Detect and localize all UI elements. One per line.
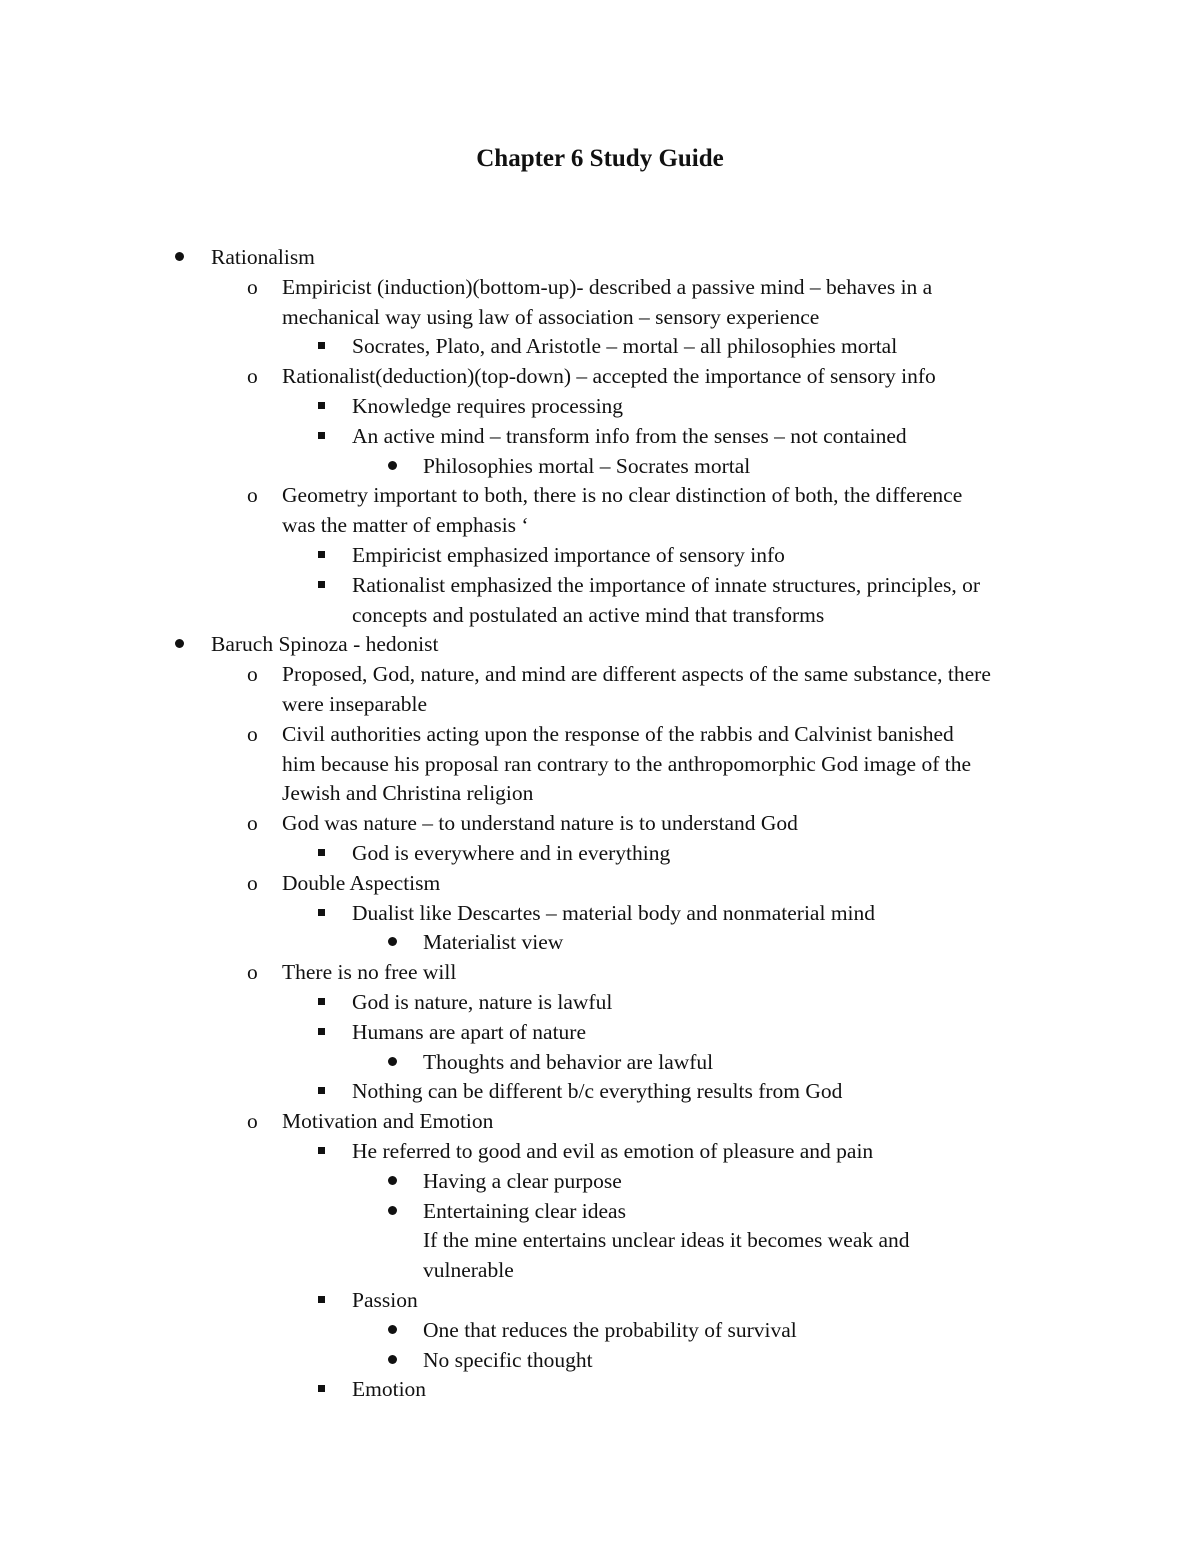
outline-text: Thoughts and behavior are lawful xyxy=(423,1049,714,1074)
outline-text: Having a clear purpose xyxy=(423,1168,622,1193)
outline-text: No specific thought xyxy=(423,1347,593,1372)
outline-text: Nothing can be different b/c everything results from God xyxy=(352,1079,843,1104)
bullet-o-marker: o xyxy=(247,274,258,299)
outline-text: was the matter of emphasis ‘ xyxy=(282,513,529,538)
outline-text: Jewish and Christina religion xyxy=(282,781,534,806)
outline-text: Proposed, God, nature, and mind are different aspects of the same substance, there xyxy=(282,662,991,687)
outline-text: Empiricist emphasized importance of sensory info xyxy=(352,543,785,567)
outline-text: were inseparable xyxy=(282,692,428,716)
bullet-o-marker: o xyxy=(247,483,258,508)
bullet-o-marker: o xyxy=(247,662,258,687)
outline-text: Rationalism xyxy=(211,245,315,269)
outline-text: An active mind – transform info from the senses – not contained xyxy=(352,423,907,448)
outline-text: God was nature – to understand nature is to understand God xyxy=(282,811,798,836)
bullet-o-marker: o xyxy=(247,870,258,895)
outline-text: Double Aspectism xyxy=(282,870,441,895)
outline-text: Philosophies mortal – Socrates mortal xyxy=(423,453,751,478)
outline-text: Baruch Spinoza - hedonist xyxy=(211,632,439,657)
outline-text: God is nature, nature is lawful xyxy=(352,990,613,1014)
outline-text: concepts and postulated an active mind that transforms xyxy=(352,602,825,627)
bullet-o-marker: o xyxy=(247,721,258,746)
outline-text: Socrates, Plato, and Aristotle – mortal – all philosophies mortal xyxy=(352,334,898,359)
outline-text: mechanical way using law of association – sensory experience xyxy=(282,304,820,329)
outline-text: Rationalist(deduction)(top-down) – accepted the importance of sensory info xyxy=(282,364,936,389)
outline-text: One that reduces the probability of survival xyxy=(423,1317,797,1342)
outline-text: Civil authorities acting upon the response of the rabbis and Calvinist banished xyxy=(282,721,954,746)
outline-text: Passion xyxy=(352,1288,418,1312)
bullet-o-marker: o xyxy=(247,364,258,389)
bullet-o-marker: o xyxy=(247,1109,258,1134)
outline-text: Knowledge requires processing xyxy=(352,394,624,418)
page-title: Chapter 6 Study Guide xyxy=(476,145,724,172)
outline-text: Materialist view xyxy=(423,930,564,955)
outline-text: If the mine entertains unclear ideas it becomes weak and xyxy=(423,1228,910,1253)
outline-text: God is everywhere and in everything xyxy=(352,841,671,865)
outline-text: Emotion xyxy=(352,1377,427,1402)
outline-text: There is no free will xyxy=(282,960,457,985)
outline-text: Dualist like Descartes – material body and nonmaterial mind xyxy=(352,900,876,925)
outline-text: Empiricist (induction)(bottom-up)- described a passive mind – behaves in a xyxy=(282,274,933,299)
outline-text: Rationalist emphasized the importance of innate structures, principles, or xyxy=(352,572,981,597)
outline-text: vulnerable xyxy=(423,1258,514,1283)
outline-text: He referred to good and evil as emotion of pleasure and pain xyxy=(352,1139,874,1163)
outline-text: him because his proposal ran contrary to the anthropomorphic God image of the xyxy=(282,751,971,776)
outline-text: Entertaining clear ideas xyxy=(423,1198,626,1223)
outline-text: Humans are apart of nature xyxy=(352,1019,587,1044)
outline-text: Motivation and Emotion xyxy=(282,1109,494,1134)
outline-text: Geometry important to both, there is no clear distinction of both, the difference xyxy=(282,483,963,508)
bullet-o-marker: o xyxy=(247,811,258,836)
bullet-o-marker: o xyxy=(247,960,258,985)
